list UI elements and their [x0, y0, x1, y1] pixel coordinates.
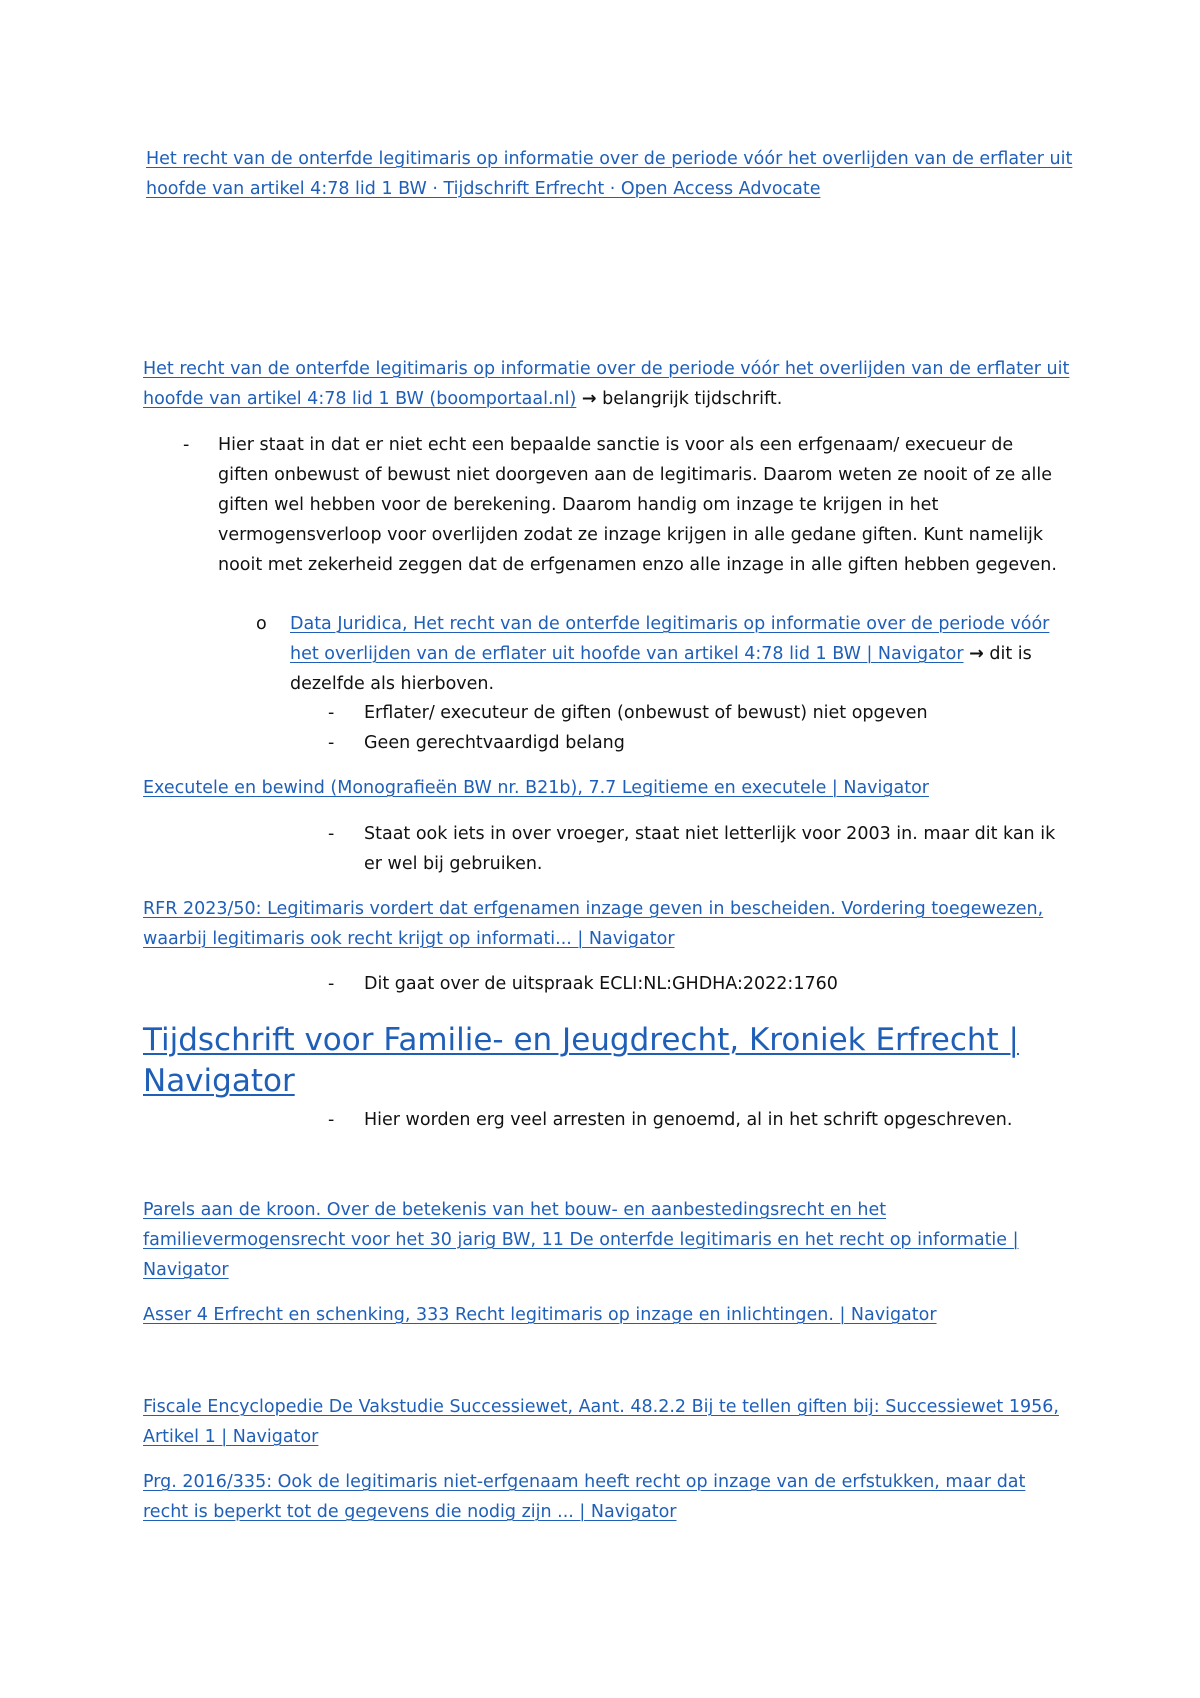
bullet-marker: -: [328, 1110, 335, 1130]
note-text: belangrijk tijdschrift.: [602, 389, 783, 409]
list-item-text: Erflater/ executeur de giften (onbewust of bewust) niet opgeven: [364, 703, 928, 723]
link-rfr-2023-50[interactable]: [143, 894, 1073, 954]
paragraph-boomportaal: [143, 354, 1073, 414]
arrow-icon: →: [581, 389, 597, 409]
link-open-access-advocate[interactable]: [146, 144, 1076, 204]
link-fiscale-encyclopedie[interactable]: [143, 1392, 1073, 1452]
link-asser-4[interactable]: [143, 1300, 1073, 1330]
arrow-icon: →: [969, 644, 984, 664]
link-boomportaal[interactable]: Het recht van de onterfde legitimaris op informatie over de periode vóór het overlijden van de erflater uit hoofde van artikel 4:78 lid 1 BW (boomportaal.nl): [143, 359, 1070, 409]
link-text[interactable]: RFR 2023/50: Legitimaris vordert dat erfgenamen inzage geven in bescheiden. Vordering toegewezen, waarbij legitimaris ook recht krijgt op informati... | Navigator: [143, 899, 1044, 949]
link-text[interactable]: Prg. 2016/335: Ook de legitimaris niet-erfgenaam heeft recht op inzage van de erfstukken, maar dat recht is beperkt tot de gegevens die nodig zijn ... | Navigator: [143, 1472, 1026, 1522]
link-text[interactable]: Fiscale Encyclopedie De Vakstudie Successiewet, Aant. 48.2.2 Bij te tellen giften bij: Successiewet 1956, Artikel 1 | Navigator: [143, 1397, 1059, 1447]
link-text[interactable]: Executele en bewind (Monografieën BW nr. B21b), 7.7 Legitieme en executele | Navigator: [143, 778, 929, 798]
list-item-text: Dit gaat over de uitspraak ECLI:NL:GHDHA:2022:1760: [364, 974, 838, 994]
sub-bullet-marker: o: [256, 614, 267, 634]
link-executele-en-bewind[interactable]: [143, 773, 1073, 803]
link-text[interactable]: Parels aan de kroon. Over de betekenis van het bouw- en aanbestedingsrecht en het familievermogensrecht voor het 30 jarig BW, 11 De onterfde legitimaris en het recht op informatie | Navigator: [143, 1200, 1019, 1280]
bullet-marker: -: [328, 733, 335, 753]
list-item-text: Geen gerechtvaardigd belang: [364, 733, 625, 753]
list-item-text: Hier worden erg veel arresten in genoemd, al in het schrift opgeschreven.: [364, 1110, 1013, 1130]
heading-link-text[interactable]: Tijdschrift voor Familie- en Jeugdrecht, Kroniek Erfrecht | Navigator: [143, 1022, 1019, 1099]
bullet-marker: -: [328, 974, 335, 994]
bullet-marker: -: [328, 824, 335, 844]
bullet-marker: -: [183, 435, 190, 455]
link-prg-2016-335[interactable]: [143, 1467, 1073, 1527]
link-text[interactable]: Het recht van de onterfde legitimaris op informatie over de periode vóór het overlijden van de erflater uit hoofde van artikel 4:78 lid 1 BW · Tijdschrift Erfrecht · Open Access Advocate: [146, 149, 1073, 199]
sub-list-item-text: [290, 609, 1050, 699]
list-item-text: Staat ook iets in over vroeger, staat niet letterlijk voor 2003 in. maar dit kan ik er wel bij gebruiken.: [364, 824, 1056, 874]
link-data-juridica[interactable]: Data Juridica, Het recht van de onterfde legitimaris op informatie over de periode vóór het overlijden van de erflater uit hoofde van artikel 4:78 lid 1 BW | Navigator: [290, 614, 1050, 664]
heading-link-kroniek-erfrecht[interactable]: [143, 1020, 1103, 1102]
link-parels-aan-de-kroon[interactable]: [143, 1195, 1073, 1285]
bullet-marker: -: [328, 703, 335, 723]
list-item-text: Hier staat in dat er niet echt een bepaalde sanctie is voor als een erfgenaam/ execueur de giften onbewust of bewust niet doorgeven aan de legitimaris. Daarom weten ze nooit of ze alle giften wel hebben voor de berekening. Daarom handig om inzage te krijgen in het vermogensverloop voor overlijden zodat ze inzage krijgen in alle gedane giften. Kunt namelijk nooit met zekerheid zeggen dat de erfgenamen enzo alle inzage in alle giften hebben gegeven.: [218, 435, 1057, 575]
note-text: dit is dezelfde als hierboven.: [290, 644, 1032, 694]
link-text[interactable]: Asser 4 Erfrecht en schenking, 333 Recht legitimaris op inzage en inlichtingen. | Navigator: [143, 1305, 937, 1325]
